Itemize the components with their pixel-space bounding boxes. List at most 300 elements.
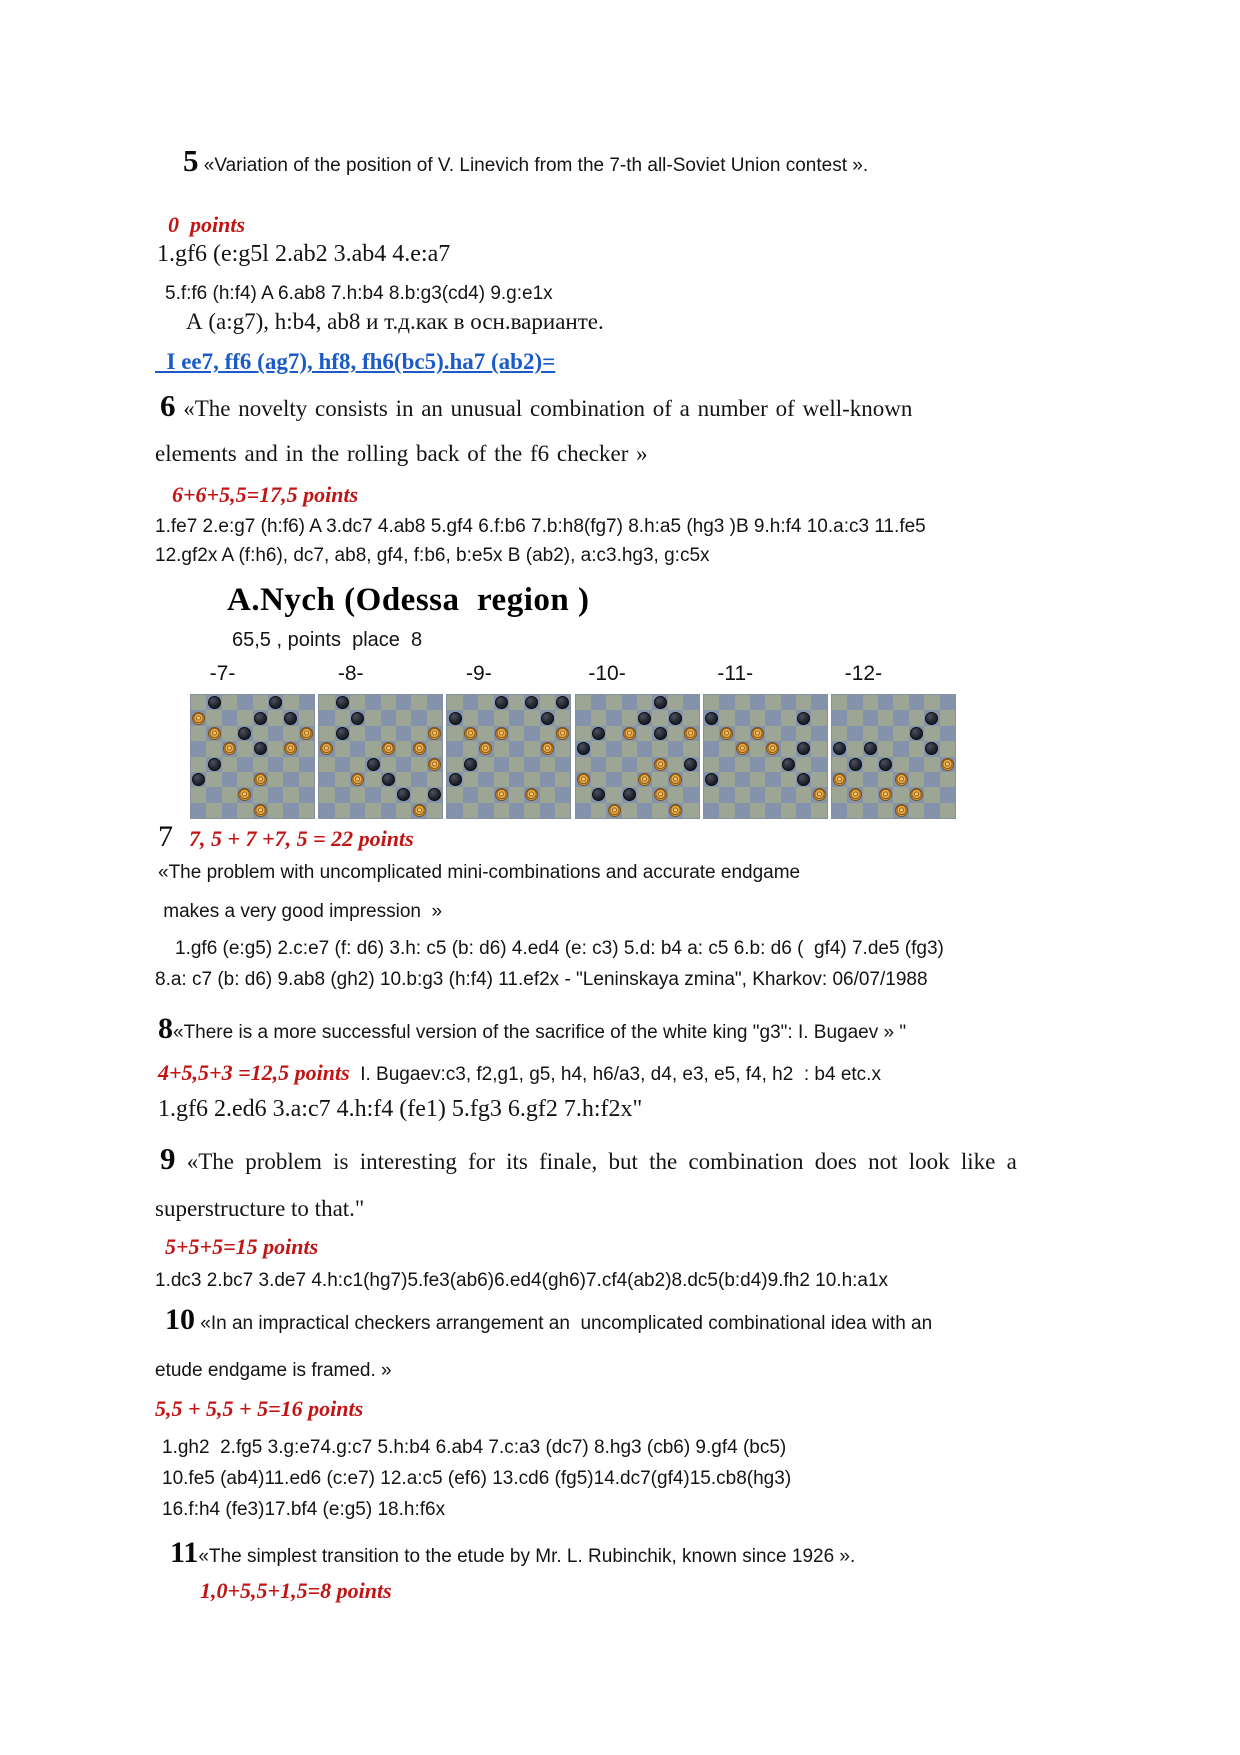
board-square <box>350 757 365 772</box>
board-square <box>606 787 621 802</box>
black-checker <box>654 696 667 709</box>
board-square <box>704 726 719 741</box>
section8-bugaev-note: I. Bugaev:c3, f2,g1, g5, h4, h6/a3, d4, e3, e5, f4, h2 : b4 etc.x <box>349 1064 881 1085</box>
board-square <box>576 803 591 818</box>
board-square <box>509 772 524 787</box>
checkers-board <box>832 695 955 818</box>
board-square <box>299 710 314 725</box>
board-square <box>668 695 683 710</box>
board-square <box>509 787 524 802</box>
board-square <box>191 787 206 802</box>
board-label: -10- <box>588 662 626 685</box>
section5-number: 5 <box>183 143 199 178</box>
white-checker <box>577 773 590 786</box>
white-checker <box>413 742 426 755</box>
board-square <box>811 741 826 756</box>
board-square <box>427 741 442 756</box>
board-square <box>591 710 606 725</box>
board-square <box>478 710 493 725</box>
board-square <box>268 757 283 772</box>
board-square <box>350 726 365 741</box>
board-square <box>427 772 442 787</box>
section5-heading <box>183 143 868 179</box>
board-square <box>735 726 750 741</box>
white-checker <box>495 727 508 740</box>
board-square <box>796 787 811 802</box>
black-checker <box>464 758 477 771</box>
board-square <box>832 695 847 710</box>
board-square <box>622 741 637 756</box>
board-square <box>335 710 350 725</box>
black-checker <box>351 712 364 725</box>
board-square <box>555 787 570 802</box>
board-square <box>555 772 570 787</box>
board-square <box>668 726 683 741</box>
board-square <box>652 710 667 725</box>
board-square <box>478 726 493 741</box>
black-checker <box>797 712 810 725</box>
board-square <box>683 695 698 710</box>
board-square <box>591 757 606 772</box>
board-square <box>765 757 780 772</box>
board-square <box>555 710 570 725</box>
board-square <box>576 757 591 772</box>
board-square <box>253 757 268 772</box>
board-square <box>411 726 426 741</box>
board-square <box>463 772 478 787</box>
board-square <box>622 772 637 787</box>
black-checker <box>577 742 590 755</box>
board-label: -9- <box>466 662 492 685</box>
board-square <box>509 695 524 710</box>
board-square <box>940 787 955 802</box>
board-square <box>683 741 698 756</box>
section8-moves-line1: 1.gf6 2.ed6 3.a:c7 4.h:f4 (fe1) 5.fg3 6.gf2 7.h:f2x" <box>158 1096 643 1122</box>
board-label: -8- <box>337 662 364 685</box>
black-checker <box>669 712 682 725</box>
section10-quote-line1: «In an impractical checkers arrangement an uncomplicated combinational idea with an <box>195 1313 933 1334</box>
black-checker <box>541 712 554 725</box>
board-square <box>909 772 924 787</box>
white-checker <box>413 804 426 817</box>
board-square <box>396 741 411 756</box>
black-checker <box>254 742 267 755</box>
board-square <box>847 695 862 710</box>
boards-row <box>191 695 955 818</box>
board-square <box>893 741 908 756</box>
section6-moves-line2: 12.gf2x A (f:h6), dc7, ab8, gf4, f:b6, b:e5x B (ab2), a:c3.hg3, g:c5x <box>155 545 710 566</box>
section5-moves-line1: 1.gf6 (e:g5l 2.ab2 3.ab4 4.e:a7 <box>157 241 451 267</box>
section6-quote-line2: elements and in the rolling back of the f6 checker » <box>155 441 648 466</box>
checkers-board <box>191 695 314 818</box>
board-square <box>832 803 847 818</box>
white-checker <box>654 788 667 801</box>
board-square <box>863 757 878 772</box>
board-square <box>237 772 252 787</box>
board-square <box>893 757 908 772</box>
board-square <box>811 772 826 787</box>
white-checker <box>428 727 441 740</box>
board-square <box>750 710 765 725</box>
board-square <box>411 710 426 725</box>
board-square <box>350 741 365 756</box>
board-square <box>606 757 621 772</box>
board-square <box>893 787 908 802</box>
section6-heading <box>160 388 912 424</box>
white-checker <box>941 758 954 771</box>
board-square <box>283 726 298 741</box>
board-square <box>781 803 796 818</box>
board-square <box>765 695 780 710</box>
black-checker <box>782 758 795 771</box>
section11-points: 1,0+5,5+1,5=8 points <box>200 1578 392 1603</box>
board-square <box>237 803 252 818</box>
black-checker <box>382 773 395 786</box>
board-square <box>750 757 765 772</box>
board-square <box>832 710 847 725</box>
board-square <box>847 772 862 787</box>
board-square <box>719 787 734 802</box>
board-square <box>540 787 555 802</box>
board-square <box>396 803 411 818</box>
author-name: A.Nych (Odessa region ) <box>227 582 590 618</box>
board-square <box>832 757 847 772</box>
section11-heading <box>170 1536 855 1571</box>
board-square <box>576 710 591 725</box>
board-square <box>206 741 221 756</box>
board-square <box>222 757 237 772</box>
board-square <box>365 772 380 787</box>
board-label: -12- <box>844 662 883 685</box>
board-square <box>591 741 606 756</box>
board-square <box>319 710 334 725</box>
board-square <box>704 757 719 772</box>
board-square <box>924 695 939 710</box>
white-checker <box>751 727 764 740</box>
board-square <box>637 787 652 802</box>
section7-moves-line1: 1.gf6 (e:g5) 2.c:e7 (f: d6) 3.h: c5 (b: d6) 4.ed4 (e: c3) 5.d: b4 a: c5 6.b: d6 ( gf4) 7.de5 (fg3) <box>175 938 944 959</box>
board-square <box>893 710 908 725</box>
board-square <box>365 787 380 802</box>
section7-number: 7 <box>158 820 173 853</box>
board-square <box>427 710 442 725</box>
board-square <box>735 695 750 710</box>
white-checker <box>669 773 682 786</box>
section7-quote-line1: «The problem with uncomplicated mini-combinations and accurate endgame <box>158 862 801 883</box>
board-square <box>637 695 652 710</box>
board-square <box>719 741 734 756</box>
board-square <box>540 757 555 772</box>
section8-quote: «There is a more successful version of the sacrifice of the white king "g3": I. Bugaev » " <box>173 1022 907 1043</box>
board-square <box>268 741 283 756</box>
board-square <box>750 741 765 756</box>
board-square <box>652 803 667 818</box>
board-square <box>704 695 719 710</box>
white-checker <box>608 804 621 817</box>
board-square <box>863 710 878 725</box>
section5-title: «Variation of the position of V. Linevich from the 7-th all-Soviet Union contest ». <box>198 155 869 176</box>
board-square <box>191 757 206 772</box>
board-square <box>576 726 591 741</box>
board-square <box>427 695 442 710</box>
board-square <box>576 695 591 710</box>
board-square <box>494 741 509 756</box>
board-square <box>478 772 493 787</box>
section5-variation-link[interactable]: I ee7, ff6 (ag7), hf8, fh6(bc5).ha7 (ab2)= <box>155 349 556 374</box>
board-square <box>335 787 350 802</box>
section10-moves-line1: 1.gh2 2.fg5 3.g:e74.g:c7 5.h:b4 6.ab4 7.c:a3 (dc7) 8.hg3 (cb6) 9.gf4 (bc5) <box>162 1437 787 1458</box>
board-square <box>524 726 539 741</box>
board-square <box>704 803 719 818</box>
board-square <box>283 772 298 787</box>
board-square <box>478 757 493 772</box>
board-labels-row <box>191 662 955 686</box>
board-square <box>735 803 750 818</box>
black-checker <box>849 758 862 771</box>
black-checker <box>592 727 605 740</box>
white-checker <box>813 788 826 801</box>
white-checker <box>300 727 313 740</box>
board-square <box>863 726 878 741</box>
board-square <box>940 710 955 725</box>
board-square <box>494 757 509 772</box>
board-square <box>591 772 606 787</box>
board-square <box>811 710 826 725</box>
checkers-board <box>704 695 827 818</box>
board-square <box>909 695 924 710</box>
board-square <box>781 710 796 725</box>
board-square <box>863 772 878 787</box>
section9-number: 9 <box>160 1141 176 1176</box>
white-checker <box>654 758 667 771</box>
section6-moves-line1: 1.fe7 2.e:g7 (h:f6) A 3.dc7 4.ab8 5.gf4 6.f:b6 7.b:h8(fg7) 8.h:a5 (hg3 )B 9.h:f4 10.a:c3 11.fe5 <box>155 516 926 537</box>
section8-points: 4+5,5+3 =12,5 points <box>158 1060 350 1085</box>
board-square <box>237 741 252 756</box>
section10-points: 5,5 + 5,5 + 5=16 points <box>155 1396 364 1421</box>
section7-quote-line2: makes a very good impression » <box>158 901 443 922</box>
board-square <box>781 787 796 802</box>
board-square <box>253 726 268 741</box>
board-square <box>299 787 314 802</box>
board-square <box>719 695 734 710</box>
board-square <box>940 772 955 787</box>
board-square <box>335 772 350 787</box>
board-square <box>463 695 478 710</box>
section9-moves-line1: 1.dc3 2.bc7 3.de7 4.h:c1(hg7)5.fe3(ab6)6.ed4(gh6)7.cf4(ab2)8.dc5(b:d4)9.fh2 10.h:a1x <box>155 1270 889 1291</box>
board-square <box>365 741 380 756</box>
board-square <box>319 803 334 818</box>
board-square <box>735 787 750 802</box>
board-square <box>878 741 893 756</box>
board-square <box>222 695 237 710</box>
board-square <box>796 803 811 818</box>
board-square <box>350 695 365 710</box>
board-square <box>447 757 462 772</box>
section9-quote-line1: «The problem is interesting for its finale, but the combination does not look like a <box>175 1149 1017 1174</box>
board-square <box>222 772 237 787</box>
board-square <box>350 787 365 802</box>
author-score: 65,5 , points place 8 <box>232 629 423 651</box>
board-square <box>299 803 314 818</box>
board-square <box>863 803 878 818</box>
board-square <box>622 757 637 772</box>
board-square <box>206 787 221 802</box>
section6-number: 6 <box>160 388 176 423</box>
section5-moves-line2: 5.f:f6 (h:f4) A 6.ab8 7.h:b4 8.b:g3(cd4) 9.g:e1x <box>165 283 553 304</box>
board-square <box>524 757 539 772</box>
section11-quote: «The simplest transition to the etude by Mr. L. Rubinchik, known since 1926 ». <box>198 1546 856 1567</box>
board-square <box>637 741 652 756</box>
section9-points: 5+5+5=15 points <box>165 1234 319 1259</box>
board-square <box>540 695 555 710</box>
board-square <box>637 757 652 772</box>
checkers-board <box>319 695 442 818</box>
board-square <box>765 787 780 802</box>
board-square <box>606 726 621 741</box>
board-square <box>268 710 283 725</box>
board-square <box>350 803 365 818</box>
board-square <box>893 695 908 710</box>
board-square <box>811 803 826 818</box>
section10-quote-line2: etude endgame is framed. » <box>155 1360 392 1381</box>
board-square <box>268 726 283 741</box>
white-checker <box>254 804 267 817</box>
board-square <box>268 787 283 802</box>
board-square <box>427 803 442 818</box>
board-square <box>509 803 524 818</box>
board-square <box>365 695 380 710</box>
black-checker <box>495 696 508 709</box>
board-square <box>191 803 206 818</box>
board-square <box>683 710 698 725</box>
black-checker <box>449 712 462 725</box>
white-checker <box>849 788 862 801</box>
board-square <box>606 741 621 756</box>
board-square <box>206 803 221 818</box>
board-square <box>924 803 939 818</box>
board-square <box>381 726 396 741</box>
white-checker <box>192 712 205 725</box>
board-square <box>719 757 734 772</box>
board-square <box>447 741 462 756</box>
board-square <box>909 741 924 756</box>
board-square <box>735 757 750 772</box>
board-square <box>878 695 893 710</box>
board-square <box>863 695 878 710</box>
board-square <box>940 695 955 710</box>
section10-heading <box>165 1303 932 1338</box>
board-square <box>555 803 570 818</box>
black-checker <box>336 727 349 740</box>
board-square <box>622 710 637 725</box>
board-square <box>683 803 698 818</box>
board-square <box>524 803 539 818</box>
white-checker <box>208 727 221 740</box>
board-square <box>781 772 796 787</box>
board-square <box>268 772 283 787</box>
board-square <box>222 726 237 741</box>
white-checker <box>254 773 267 786</box>
board-square <box>909 803 924 818</box>
section7-moves-line2: 8.a: c7 (b: d6) 9.ab8 (gh2) 10.b:g3 (h:f4) 11.ef2x - "Leninskaya zmina", Kharkov: 06/07/1988 <box>155 969 928 990</box>
section10-number: 10 <box>165 1303 195 1336</box>
board-square <box>878 772 893 787</box>
board-square <box>381 787 396 802</box>
board-square <box>381 710 396 725</box>
board-square <box>832 787 847 802</box>
board-square <box>704 787 719 802</box>
board-square <box>494 803 509 818</box>
black-checker <box>638 712 651 725</box>
board-square <box>765 772 780 787</box>
black-checker <box>705 773 718 786</box>
board-square <box>765 803 780 818</box>
board-square <box>365 710 380 725</box>
board-square <box>811 757 826 772</box>
board-square <box>268 803 283 818</box>
board-square <box>606 772 621 787</box>
black-checker <box>367 758 380 771</box>
white-checker <box>736 742 749 755</box>
board-square <box>381 695 396 710</box>
board-square <box>222 710 237 725</box>
board-square <box>924 787 939 802</box>
black-checker <box>449 773 462 786</box>
board-square <box>704 741 719 756</box>
section8-number: 8 <box>158 1012 173 1045</box>
board-square <box>411 772 426 787</box>
board-square <box>396 772 411 787</box>
board-square <box>509 741 524 756</box>
board-square <box>396 757 411 772</box>
board-square <box>494 772 509 787</box>
board-square <box>206 772 221 787</box>
board-square <box>524 710 539 725</box>
board-square <box>847 726 862 741</box>
board-square <box>381 803 396 818</box>
board-square <box>555 757 570 772</box>
board-square <box>447 695 462 710</box>
board-square <box>832 726 847 741</box>
section8-points-line <box>158 1060 881 1086</box>
board-square <box>396 710 411 725</box>
board-square <box>781 726 796 741</box>
board-square <box>191 741 206 756</box>
board-square <box>765 726 780 741</box>
board-square <box>735 772 750 787</box>
section10-moves-line2: 10.fe5 (ab4)11.ed6 (c:e7) 12.a:c5 (ef6) 13.cd6 (fg5)14.dc7(gf4)15.cb8(hg3) <box>162 1468 792 1489</box>
board-square <box>811 726 826 741</box>
board-square <box>652 741 667 756</box>
white-checker <box>464 727 477 740</box>
board-square <box>283 803 298 818</box>
section8-heading <box>158 1012 906 1047</box>
board-square <box>524 772 539 787</box>
board-square <box>668 741 683 756</box>
board-square <box>668 787 683 802</box>
checkers-board <box>447 695 570 818</box>
board-square <box>652 772 667 787</box>
section5-russian-note: А (а:g7), h:b4, ab8 и т.д.как в осн.варианте. <box>186 309 604 334</box>
board-square <box>319 757 334 772</box>
board-square <box>447 803 462 818</box>
black-checker <box>684 758 697 771</box>
section7-heading <box>158 820 414 855</box>
board-square <box>253 695 268 710</box>
board-square <box>540 726 555 741</box>
board-square <box>924 726 939 741</box>
section9-quote-line2: superstructure to that." <box>155 1196 365 1221</box>
